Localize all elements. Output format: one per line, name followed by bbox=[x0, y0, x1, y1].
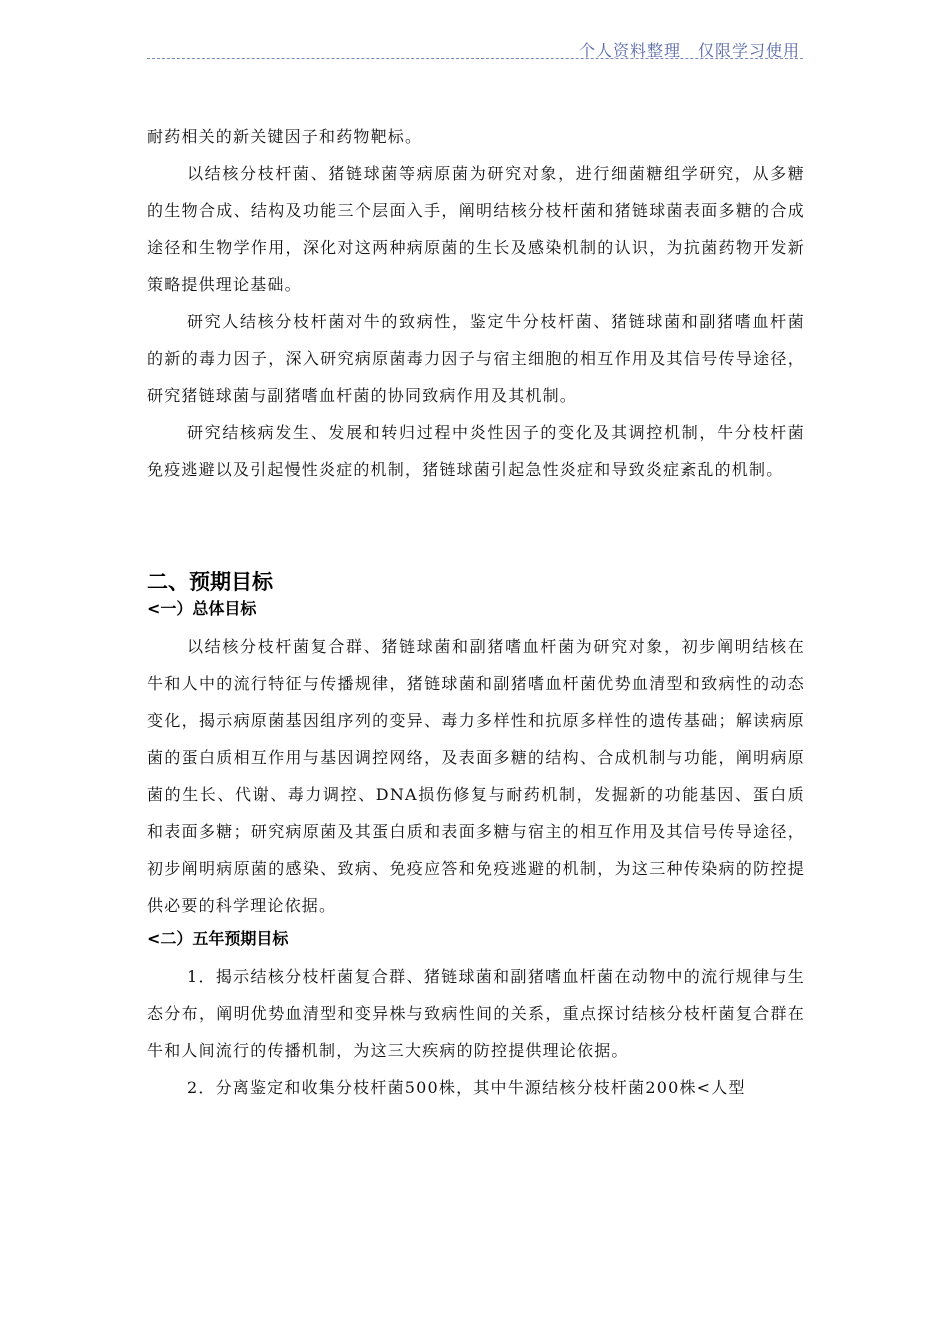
subheading-five-year-goal: <二）五年预期目标 bbox=[147, 929, 289, 948]
paragraph-pathogenicity: 研究人结核分枝杆菌对牛的致病性，鉴定牛分枝杆菌、猪链球菌和副猪嗜血杆菌的新的毒力因子，深入研究病原菌毒力因子与宿主细胞的相互作用及其信号传导途径，研究猪链球菌与副猪嗜血杆菌的协同致病作用及其机制。 bbox=[147, 312, 805, 405]
goal-item-1: 1．揭示结核分枝杆菌复合群、猪链球菌和副猪嗜血杆菌在动物中的流行规律与生态分布，阐明优势血清型和变异株与致病性间的关系，重点探讨结核分枝杆菌复合群在牛和人间流行的传播机制，为这三大疾病的防控提供理论依据。 bbox=[147, 967, 805, 1060]
paragraph-continuation: 耐药相关的新关键因子和药物靶标。 bbox=[147, 127, 423, 146]
goal-item-2: 2．分离鉴定和收集分枝杆菌500株，其中牛源结核分枝杆菌200株<人型 bbox=[187, 1078, 746, 1097]
paragraph-overall-goal: 以结核分枝杆菌复合群、猪链球菌和副猪嗜血杆菌为研究对象，初步阐明结核在牛和人中的流行特征与传播规律，猪链球菌和副猪嗜血杆菌优势血清型和致病性的动态变化，揭示病原菌基因组序列的变异、毒力多样性和抗原多样性的遗传基础；解读病原菌的蛋白质相互作用与基因调控网络，及表面多糖的结构、合成机制与功能，阐明病原菌的生长、代谢、毒力调控、DNA损伤修复与耐药机制，发掘新的功能基因、蛋白质和表面多糖；研究病原菌及其蛋白质和表面多糖与宿主的相互作用及其信号传导途径，初步阐明病原菌的感染、致病、免疫应答和免疫逃避的机制，为这三种传染病的防控提供必要的科学理论依据。 bbox=[147, 637, 805, 915]
page-header-text: 个人资料整理 仅限学习使用 bbox=[578, 41, 800, 60]
subheading-overall-goal: <一）总体目标 bbox=[147, 599, 257, 618]
paragraph-glycomics: 以结核分枝杆菌、猪链球菌等病原菌为研究对象，进行细菌糖组学研究，从多糖的生物合成、结构及功能三个层面入手，阐明结核分枝杆菌和猪链球菌表面多糖的合成途径和生物学作用，深化对这两种病原菌的生长及感染机制的认识，为抗菌药物开发新策略提供理论基础。 bbox=[147, 164, 805, 294]
document-body bbox=[147, 118, 805, 1106]
paragraph-inflammation: 研究结核病发生、发展和转归过程中炎性因子的变化及其调控机制，牛分枝杆菌免疫逃避以及引起慢性炎症的机制，猪链球菌引起急性炎症和导致炎症紊乱的机制。 bbox=[147, 423, 805, 479]
section-heading-expected-goals: 二、预期目标 bbox=[147, 570, 273, 594]
section-spacer bbox=[147, 488, 805, 568]
header-divider bbox=[147, 58, 803, 59]
